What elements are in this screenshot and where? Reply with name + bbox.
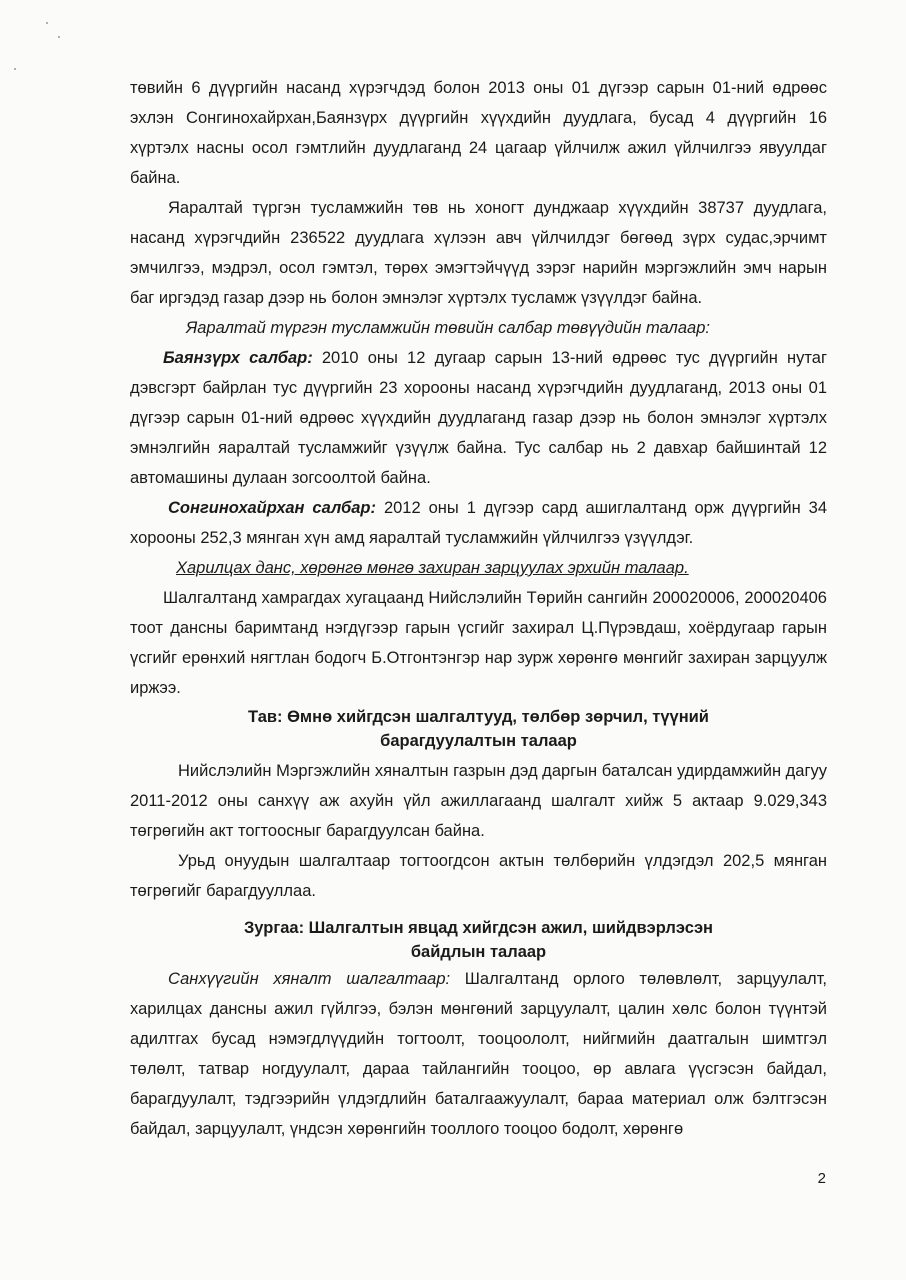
paragraph xyxy=(130,964,827,1144)
page-number: 2 xyxy=(817,1170,826,1187)
paragraph: Шалгалтанд хамрагдах хугацаанд Нийслэлийн Төрийн сангийн 200020006, 200020406 тоот дансны баримтанд нэгдүгээр гарын үсгийг захирал Ц.Пүрэвдаш, хоёрдугаар гарын үсгийг ерөнхий нягтлан бодогч Б.Отгонтэнгэр нар зурж хөрөнгө мөнгийг захиран зарцуулж иржээ. xyxy=(130,589,827,697)
paragraph-lead: Баянзүрх салбар: xyxy=(163,349,313,367)
scan-speck xyxy=(58,36,60,38)
text-block-bottom xyxy=(130,964,827,1144)
paragraph: Нийслэлийн Мэргэжлийн хяналтын газрын дэд даргын баталсан удирдамжийн дагуу 2011-2012 оны санхүү аж ахуйн үйл ажиллагаанд шалгалт хийж 5 актаар 9.029,343 төгрөгийн акт тогтоосныг барагдуулсан байна. xyxy=(130,762,827,840)
text-block-middle xyxy=(130,756,827,906)
heading-line: Зургаа: Шалгалтын явцад хийгдсэн ажил, шийдвэрлэсэн xyxy=(243,919,714,937)
text-block-top xyxy=(130,73,827,703)
paragraph-lead: Санхүүгийн хяналт шалгалтаар: xyxy=(168,970,451,988)
heading-line: байдлын талаар xyxy=(410,943,547,961)
heading-line: Тав: Өмнө хийгдсэн шалгалтууд, төлбөр зөрчил, түүний xyxy=(248,708,709,726)
scan-speck xyxy=(14,68,16,70)
section-heading xyxy=(130,705,827,753)
paragraph-body: 2012 оны 1 дүгээр сард ашиглалтанд орж дүүргийн 34 хорооны 252,3 мянган хүн амд яаралтай тусламжийн үйлчилгээ үзүүлдэг. xyxy=(130,499,828,547)
heading-line: барагдуулалтын талаар xyxy=(380,732,577,750)
scan-speck xyxy=(46,22,48,24)
section-subheading xyxy=(130,553,827,583)
paragraph: Яаралтай түргэн тусламжийн төв нь хоногт дунджаар хүүхдийн 38737 дуудлага, насанд хүрэгчдийн 236522 дуудлага хүлээн авч үйлчилдэг бөгөөд зүрх судас,эрчимт эмчилгээ, мэдрэл, осол гэмтэл, төрөх эмэгтэйчүүд зэрэг нарийн мэргэжлийн эмч нарын баг иргэдэд газар дээр нь болон эмнэлэг хүртэлх тусламж үзүүлдэг байна. xyxy=(130,199,827,307)
section-heading xyxy=(130,916,827,964)
underlined-subheading: Харилцах данс, хөрөнгө мөнгө захиран зарцуулах эрхийн талаар. xyxy=(176,559,689,577)
paragraph-body: Шалгалтанд орлого төлөвлөлт, зарцуулалт, харилцах дансны ажил гүйлгээ, бэлэн мөнгөний зарцуулалт, цалин хөлс болон түүнтэй адилтгах бусад нэмэгдлүүдийн тогтоолт, тооцоололт, нийгмийн даатгалын шимтгэл төлөлт, татвар ногдуулалт, дараа тайлангийн тооцоо, өр авлага үүсгэсэн байдал, барагдуулалт, тэдгээрийн үлдэгдлийн баталгаажуулалт, бараа материал олж бэлтгэсэн байдал, зарцуулалт, үндсэн хөрөнгийн тооллого тооцоо бодолт, хөрөнгө xyxy=(130,970,828,1138)
paragraph xyxy=(130,493,827,553)
paragraph-lead: Сонгинохайрхан салбар: xyxy=(168,499,376,517)
section-subheading: Яаралтай түргэн тусламжийн төвийн салбар төвүүдийн талаар: xyxy=(186,319,710,337)
paragraph: төвийн 6 дүүргийн насанд хүрэгчдэд болон 2013 оны 01 дүгээр сарын 01-ний өдрөөс эхлэн Сонгинохайрхан,Баянзүрх дүүргийн хүүхдийн дуудлага, бусад 4 дүүргийн 16 хүртэлх насны осол гэмтлийн дуудлаганд 24 цагаар үйлчилж ажил үйлчилгээ явуулдаг байна. xyxy=(130,79,827,187)
paragraph xyxy=(130,343,827,493)
paragraph-body: 2010 оны 12 дугаар сарын 13-ний өдрөөс тус дүүргийн нутаг дэвсгэрт байрлан тус дүүргийн 23 хорооны насанд хүрэгчдийн дуудлаганд, 2013 оны 01 дүгээр сарын 01-ний өдрөөс хүүхдийн дуудлаганд газар дээр нь болон эмнэлэг хүртэлх эмнэлгийн яаралтай тусламжийг үзүүлж байна. Тус салбар нь 2 давхар байшинтай 12 автомашины дулаан зогсоолтой байна. xyxy=(130,349,827,487)
paragraph: Урьд онуудын шалгалтаар тогтоогдсон актын төлбөрийн үлдэгдэл 202,5 мянган төгрөгийг барагдууллаа. xyxy=(130,852,827,900)
